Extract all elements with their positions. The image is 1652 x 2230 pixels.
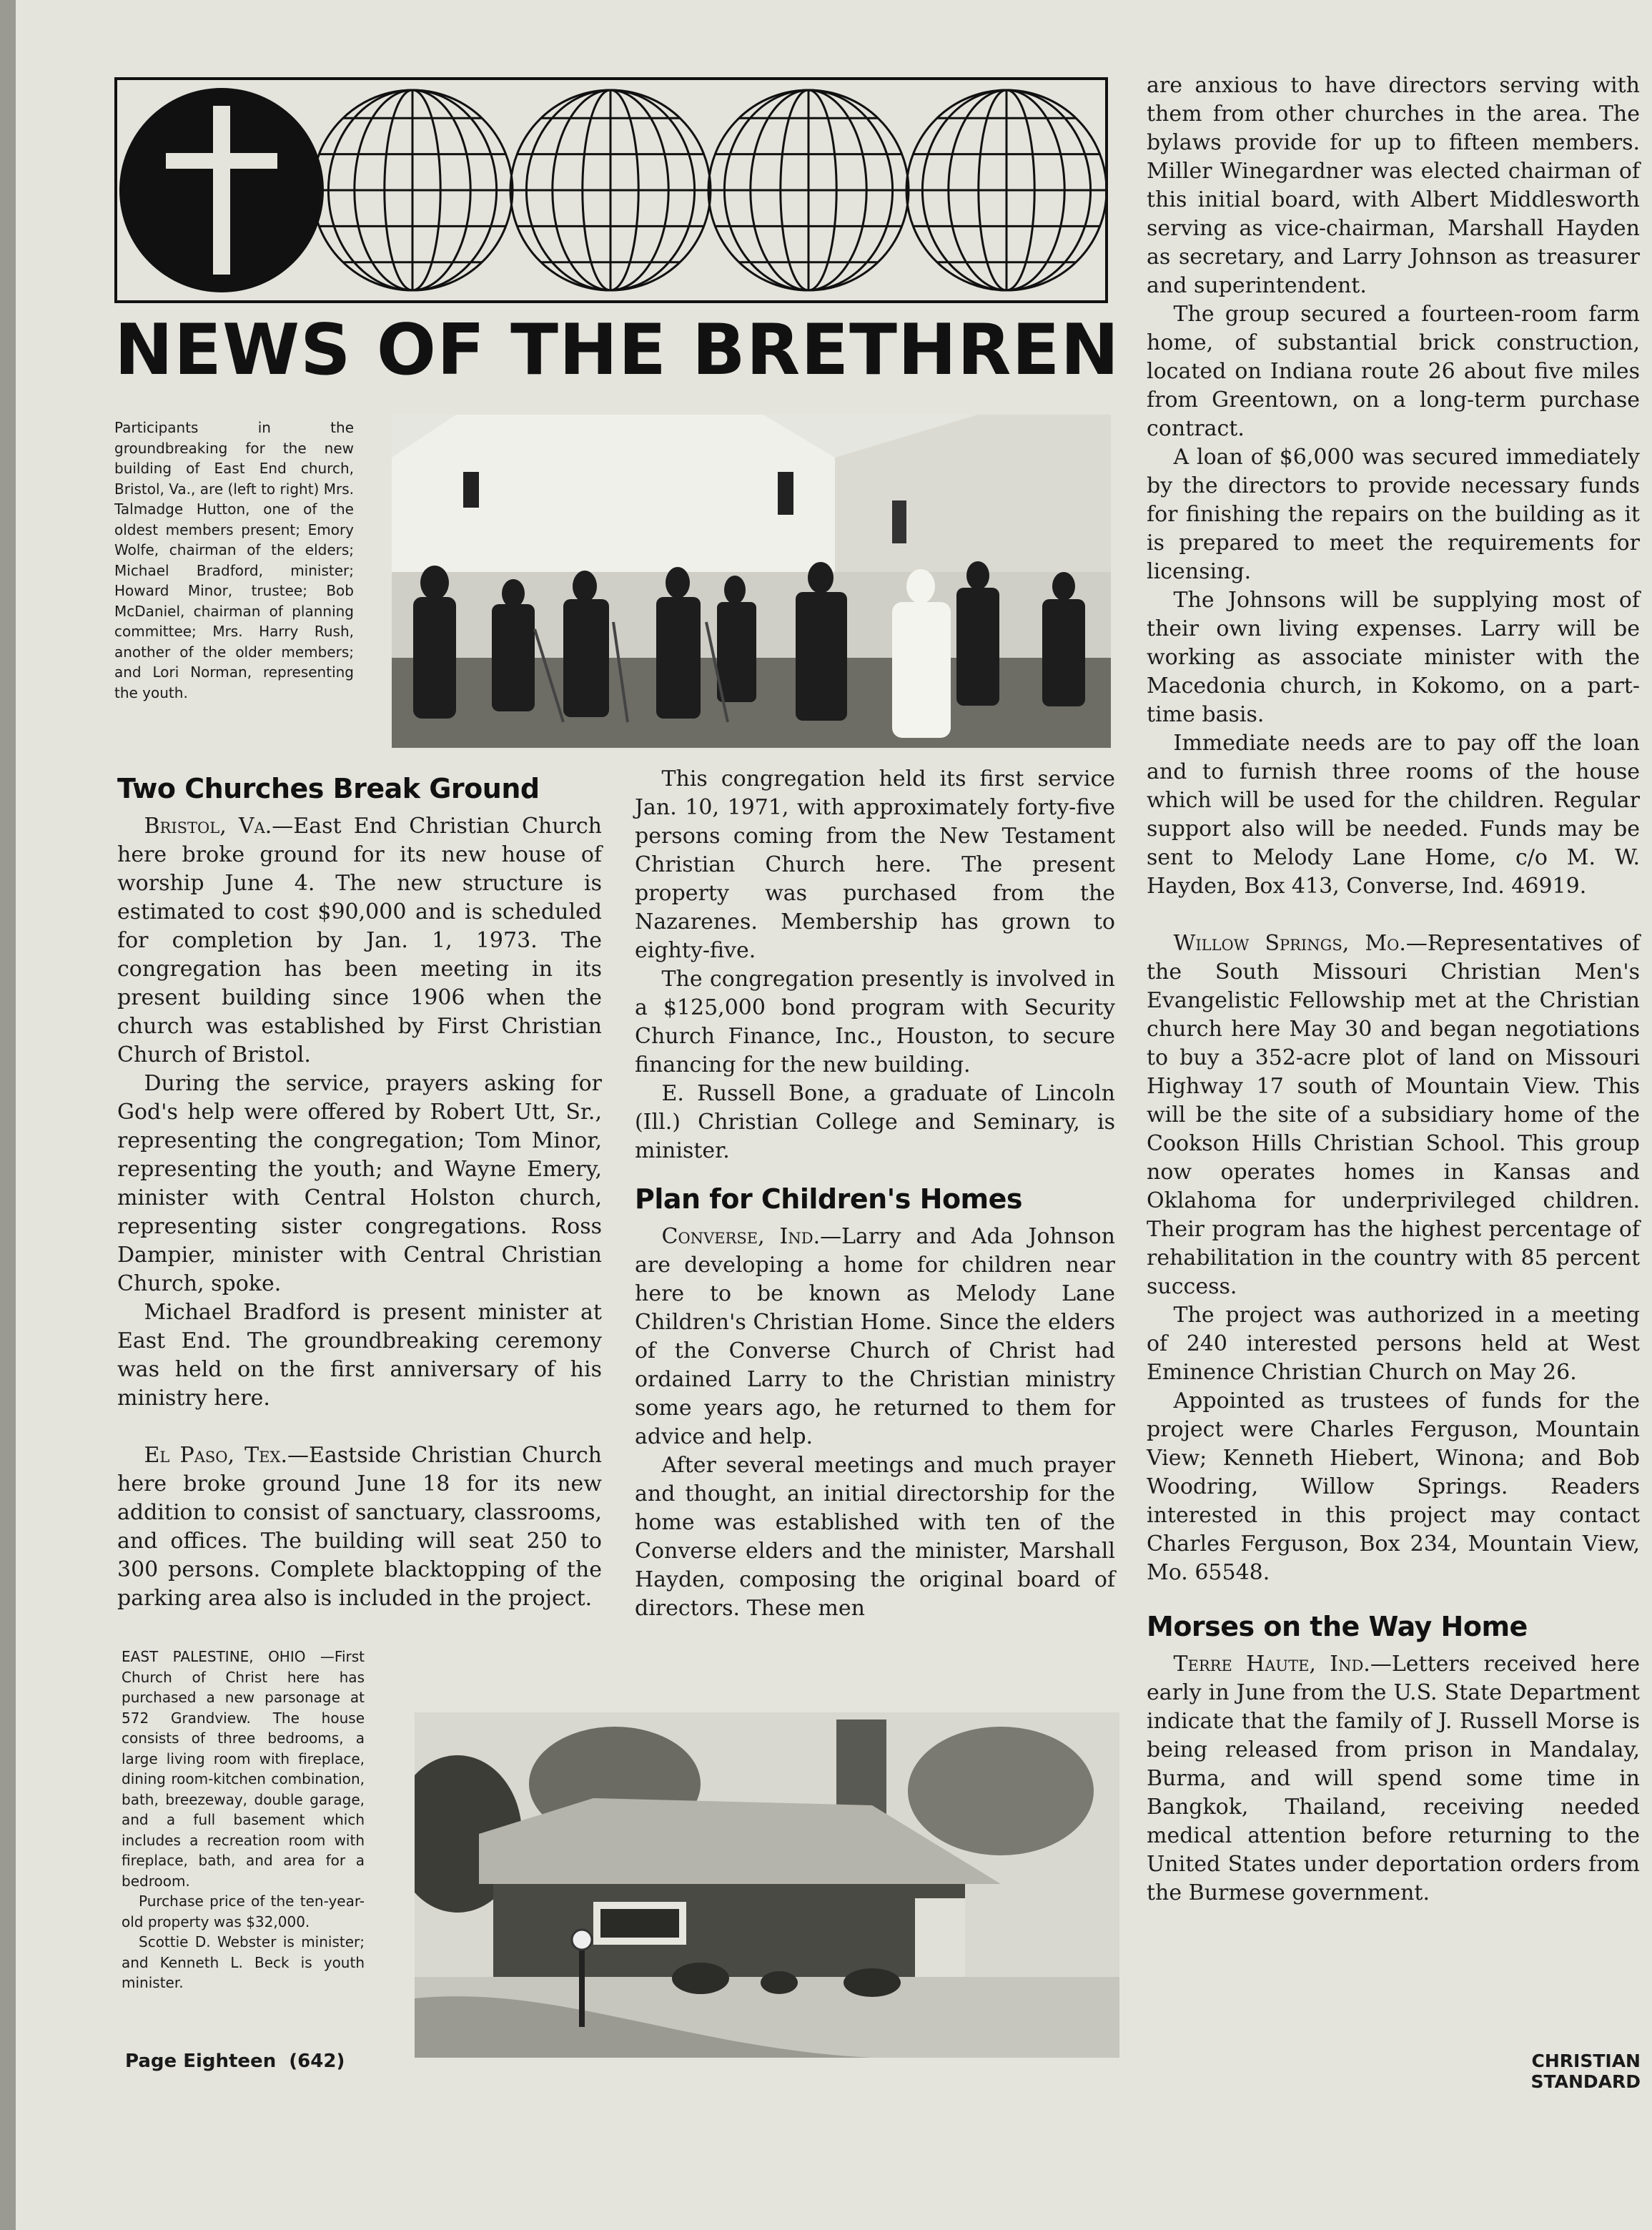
parsonage-caption-text-3: Scottie D. Webster is minister; and Kenneth L. Beck is youth minister. xyxy=(122,1933,365,1991)
column-1 xyxy=(117,765,602,1613)
elpaso-paragraph-1: —Eastside Christian Church here broke ground June 18 for its new addition to consist of sanctuary, classrooms, and offices. The building will seat 250 to 300 persons. Complete blacktopping of the parking area also is included in the project. xyxy=(117,1443,603,1611)
groundbreaking-photo xyxy=(392,415,1111,748)
globe-icon xyxy=(708,90,909,290)
column-2 xyxy=(635,765,1115,1623)
converse-paragraph-2-continued: are anxious to have directors serving with them from other churches in the area. The bylaws provide for up to fifteen members. Miller Winegardner was elected chairman of this initial board, with Albert Middlesworth serving as vice-chairman, Marshall Hayden as secretary, and Larry Johnson as treasurer and superintendent. xyxy=(1147,73,1640,298)
two-churches-heading: Two Churches Break Ground xyxy=(117,773,540,804)
bristol-paragraph-3: Michael Bradford is present minister at East End. The groundbreaking ceremony was held on the first anniversary of his ministry here. xyxy=(117,1300,602,1411)
morses-dateline: Terre Haute, Ind. xyxy=(1173,1652,1370,1677)
converse-paragraph-5: The Johnsons will be supplying most of their own living expenses. Larry will be working as associate minister with the Macedonia church, in Kokomo, on a part-time basis. xyxy=(1147,588,1640,727)
masthead-banner xyxy=(114,77,1108,303)
converse-dateline: Converse, Ind. xyxy=(661,1224,821,1249)
willow-paragraph-3: Appointed as trustees of funds for the project were Charles Ferguson, Mountain View; Kenneth Hiebert, Winona; and Bob Woodring, Willow Springs. Readers interested in this project may contact Charles Ferguson, Box 234, Mountain View, Mo. 65548. xyxy=(1147,1388,1640,1585)
morses-paragraph-1: —Letters received here early in June from the U.S. State Department indicate that the family of J. Russell Morse is being released from prison in Mandalay, Burma, and will spend some time in Bangkok, Thailand, receiving needed medical attention before returning to the United States under deportation orders from the Burmese government. xyxy=(1147,1652,1640,1905)
cross-circle-icon xyxy=(119,88,324,292)
converse-paragraph-1: —Larry and Ada Johnson are developing a home for children near here to be known as Melody Lane Children's Christian Home. Since the elders of the Converse Church of Christ had ordained Larry to the Christian ministry some years ago, he returned to them for advice and help. xyxy=(635,1224,1115,1449)
elpaso-paragraph-3: The congregation presently is involved in a $125,000 bond program with Security Church Finance, Inc., Houston, to secure financing for the new building. xyxy=(635,967,1115,1077)
willow-dateline: Willow Springs, Mo. xyxy=(1173,931,1406,956)
converse-paragraph-2: After several meetings and much prayer and thought, an initial directorship for the home was established with ten of the Converse elders and the minister, Marshall Hayden, composing the original board of directors. These men xyxy=(635,1453,1115,1621)
converse-paragraph-6: Immediate needs are to pay off the loan and to furnish three rooms of the house which will be used for the children. Regular support also will be needed. Funds may be sent to Melody Lane Home, c/o M. W. Hayden, Box 413, Converse, Ind. 46919. xyxy=(1147,731,1640,899)
converse-paragraph-3: The group secured a fourteen-room farm home, of substantial brick construction, located on Indiana route 26 about five miles from Greentown, on a long-term purchase contract. xyxy=(1147,302,1640,441)
groundbreaking-caption-text: Participants in the groundbreaking for the new building of East End church, Bristol, Va., are (left to right) Mrs. Talmadge Hutton, one of the oldest members present; Emory Wolfe, chairman of the elders; Michael Bradford, minister; Howard Minor, trustee; Bob McDaniel, chairman of planning committee; Mrs. Harry Rush, another of the older members; and Lori Norman, representing the youth. xyxy=(114,419,354,701)
binding-gutter xyxy=(0,0,16,2230)
publication-name: CHRISTIAN STANDARD xyxy=(1530,2051,1641,2092)
parsonage-caption-text-2: Purchase price of the ten-year-old property was $32,000. xyxy=(122,1893,365,1930)
childrens-homes-heading: Plan for Children's Homes xyxy=(635,1183,1023,1215)
parsonage-caption-text-1: EAST PALESTINE, OHIO —First Church of Christ here has purchased a new parsonage at 572 Grandview. The house consists of three bedrooms, a large living room with fireplace, dining room-kitchen combination, bath, breezeway, double garage, and a full basement which includes a recreation room with fireplace, bath, and area for a bedroom. xyxy=(122,1648,365,1890)
bristol-dateline: Bristol, Va. xyxy=(144,814,272,839)
parsonage-caption xyxy=(122,1647,365,1993)
page-number: Page Eighteen (642) xyxy=(125,2051,345,2072)
morses-heading: Morses on the Way Home xyxy=(1147,1611,1528,1642)
bristol-paragraph-1: —East End Christian Church here broke ground for its new house of worship June 4. The new structure is estimated to cost $90,000 and is scheduled for completion by Jan. 1, 1973. The congregation has been meeting in its present building since 1906 when the church was established by First Christian Church of Bristol. xyxy=(117,814,603,1067)
willow-paragraph-2: The project was authorized in a meeting of 240 interested persons held at West Eminence Christian Church on May 26. xyxy=(1147,1303,1640,1385)
parsonage-photo xyxy=(415,1712,1119,2058)
groundbreaking-caption xyxy=(114,418,354,703)
converse-paragraph-4: A loan of $6,000 was secured immediately by the directors to provide necessary funds for finishing the repairs on the building as it is prepared to meet the requirements for licensing. xyxy=(1147,445,1640,584)
masthead-title: NEWS OF THE BRETHREN xyxy=(114,310,1120,391)
column-3 xyxy=(1147,71,1640,1908)
bristol-paragraph-2: During the service, prayers asking for God's help were offered by Robert Utt, Sr., representing the congregation; Tom Minor, representing the youth; and Wayne Emery, minister with Central Holston church, representing sister congregations. Ross Dampier, minister with Central Christian Church, spoke. xyxy=(117,1071,602,1296)
elpaso-dateline: El Paso, Tex. xyxy=(144,1443,287,1468)
elpaso-paragraph-4: E. Russell Bone, a graduate of Lincoln (Ill.) Christian College and Seminary, is minister. xyxy=(635,1081,1115,1163)
globe-icon xyxy=(510,90,711,290)
globe-icon xyxy=(312,90,513,290)
globe-icon xyxy=(906,90,1107,290)
elpaso-paragraph-2: This congregation held its first service Jan. 10, 1971, with approximately forty-five persons coming from the New Testament Christian Church here. The present property was purchased from the Nazarenes. Membership has grown to eighty-five. xyxy=(635,766,1115,963)
willow-paragraph-1: —Representatives of the South Missouri Christian Men's Evangelistic Fellowship met at the Christian church here May 30 and began negotiations to buy a 352-acre plot of land on Missouri Highway 17 south of Mountain View. This will be the site of a subsidiary home of the Cookson Hills Christian School. This group now operates homes in Kansas and Oklahoma for underprivileged children. Their program has the highest percentage of rehabilitation in the country with 85 percent success. xyxy=(1147,931,1640,1299)
